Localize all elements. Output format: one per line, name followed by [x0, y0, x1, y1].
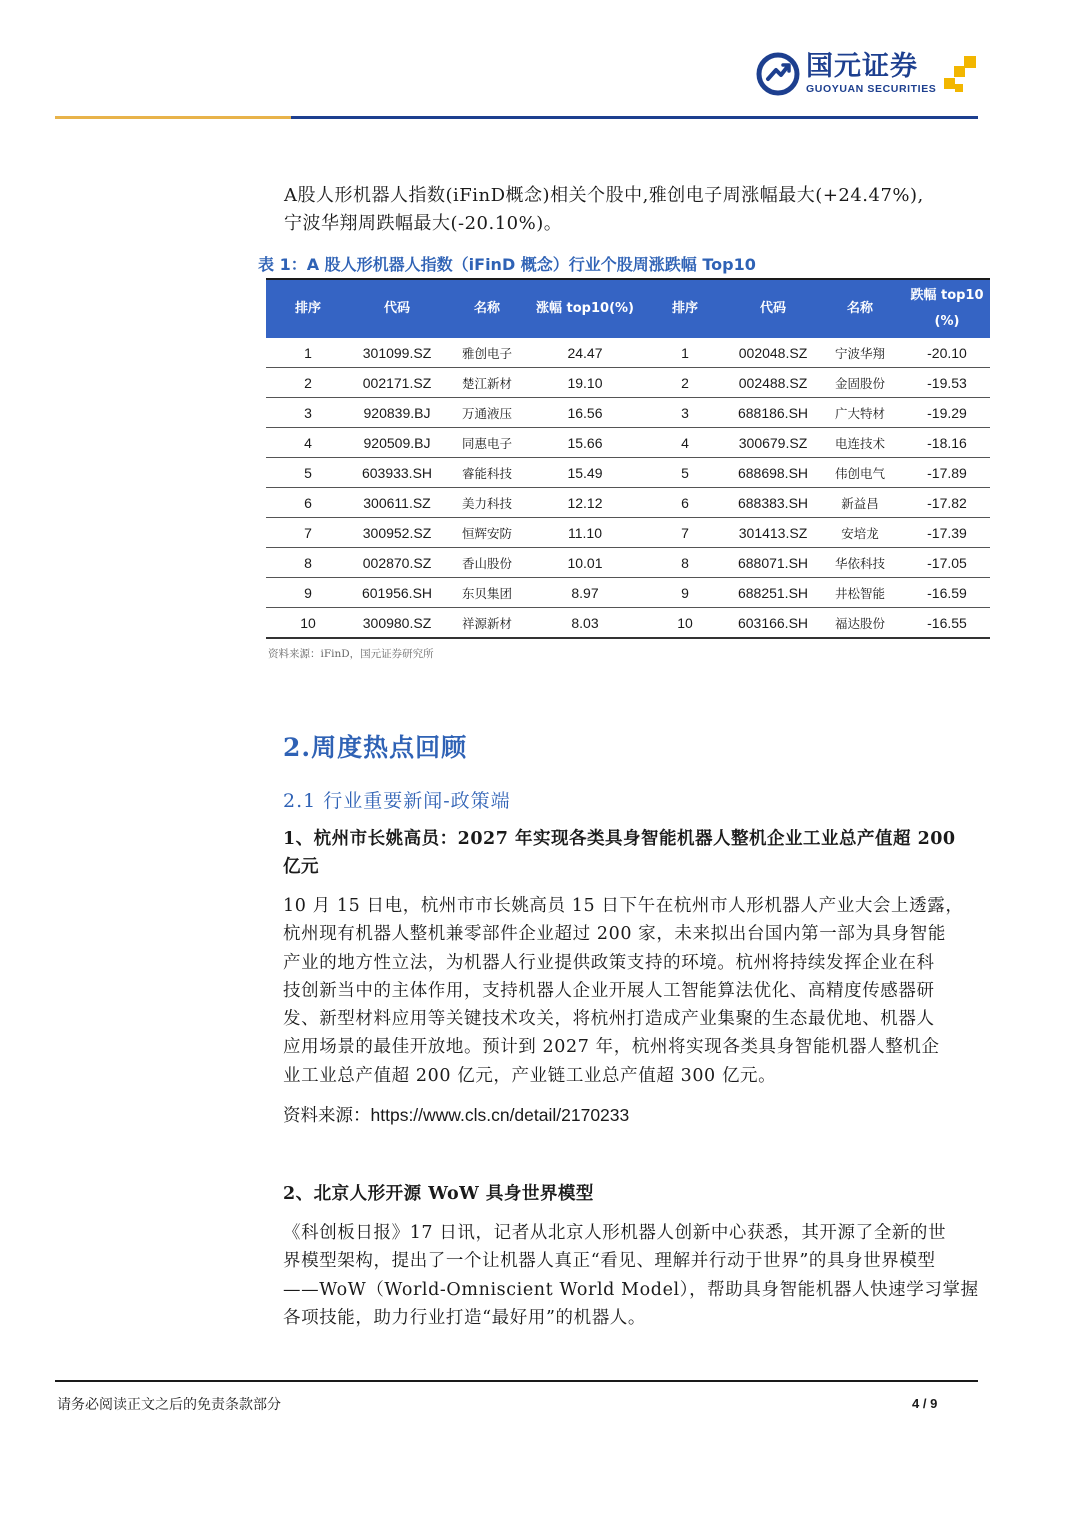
cell-rank-down: 10 [640, 608, 730, 639]
news-body-line: 杭州现有机器人整机兼零部件企业超过 200 家，未来拟出台国内第一部为具身智能 [283, 924, 946, 945]
page-number: 4 / 9 [912, 1396, 938, 1411]
cell-rank-up: 9 [266, 578, 350, 608]
cell-rank-down: 6 [640, 488, 730, 518]
news-body-line: 业工业总产值超 200 亿元，产业链工业总产值超 300 亿元。 [283, 1065, 777, 1086]
cell-code-up: 920839.BJ [350, 398, 444, 428]
table-row [266, 578, 990, 608]
table-row [266, 338, 990, 368]
news-body-line: ——WoW（World-Omniscient World Model），帮助具身智能机器人快速学习掌握 [283, 1279, 979, 1300]
header-code-up: 代码 [350, 279, 444, 338]
cell-pct-down: -18.16 [904, 428, 990, 458]
news-body-line: 界模型架构，提出了一个让机器人真正“看见、理解并行动于世界”的具身世界模型 [283, 1251, 936, 1272]
header-code-down: 代码 [730, 279, 816, 338]
cell-code-down: 688698.SH [730, 458, 816, 488]
cell-code-up: 300980.SZ [350, 608, 444, 639]
cell-name-down: 新益昌 [816, 488, 904, 518]
cell-rank-down: 3 [640, 398, 730, 428]
cell-name-up: 香山股份 [444, 548, 530, 578]
news-source-label: 资料来源： [283, 1106, 371, 1126]
news-body-line: 发、新型材料应用等关键技术攻关，将杭州打造成产业集聚的生态最优地、机器人 [283, 1009, 935, 1030]
cell-name-down: 福达股份 [816, 608, 904, 639]
section-title: 2.周度热点回顾 [283, 733, 468, 762]
cell-code-up: 002870.SZ [350, 548, 444, 578]
header-pct-down [904, 279, 990, 338]
cell-pct-down: -17.39 [904, 518, 990, 548]
intro-paragraph [284, 182, 984, 238]
cell-name-up: 祥源新材 [444, 608, 530, 639]
cell-pct-up: 15.49 [530, 458, 640, 488]
news-heading [283, 1180, 594, 1208]
cell-name-down: 金固股份 [816, 368, 904, 398]
news-heading [283, 825, 956, 881]
intro-line: A股人形机器人指数(iFinD概念)相关个股中,雅创电子周涨幅最大(+24.47%), [284, 185, 924, 206]
news-body-line: 技创新当中的主体作用，支持机器人企业开展人工智能算法优化、高精度传感器研 [283, 980, 935, 1001]
header-name-up: 名称 [444, 279, 530, 338]
cell-pct-up: 8.03 [530, 608, 640, 639]
table-caption: 表 1：A 股人形机器人指数（iFinD 概念）行业个股周涨跌幅 Top10 [258, 255, 756, 274]
cell-code-down: 603166.SH [730, 608, 816, 639]
cell-name-up: 睿能科技 [444, 458, 530, 488]
cell-name-up: 美力科技 [444, 488, 530, 518]
cell-rank-down: 9 [640, 578, 730, 608]
footer-disclaimer: 请务必阅读正文之后的免责条款部分 [57, 1397, 281, 1413]
news-source [283, 1102, 629, 1127]
cell-pct-up: 16.56 [530, 398, 640, 428]
cell-pct-down: -17.05 [904, 548, 990, 578]
cell-name-up: 楚江新材 [444, 368, 530, 398]
news-body-line: 各项技能，助力行业打造“最好用”的机器人。 [283, 1307, 646, 1328]
logo-squares-icon [944, 54, 978, 94]
cell-rank-down: 7 [640, 518, 730, 548]
company-logo [756, 52, 981, 98]
cell-rank-down: 5 [640, 458, 730, 488]
table-row [266, 368, 990, 398]
cell-pct-down: -20.10 [904, 338, 990, 368]
cell-rank-up: 4 [266, 428, 350, 458]
cell-rank-up: 10 [266, 608, 350, 639]
cell-code-up: 002171.SZ [350, 368, 444, 398]
cell-rank-up: 8 [266, 548, 350, 578]
cell-rank-up: 6 [266, 488, 350, 518]
cell-name-up: 雅创电子 [444, 338, 530, 368]
cell-name-up: 恒辉安防 [444, 518, 530, 548]
table-source: 资料来源：iFinD，国元证券研究所 [268, 648, 434, 660]
cell-code-down: 688251.SH [730, 578, 816, 608]
cell-pct-up: 19.10 [530, 368, 640, 398]
cell-name-down: 伟创电气 [816, 458, 904, 488]
cell-pct-down: -19.29 [904, 398, 990, 428]
news-body [283, 892, 963, 1090]
cell-code-up: 603933.SH [350, 458, 444, 488]
footer-rule [55, 1380, 978, 1382]
cell-name-down: 华依科技 [816, 548, 904, 578]
cell-name-down: 安培龙 [816, 518, 904, 548]
cell-pct-down: -17.82 [904, 488, 990, 518]
news-body-line: 产业的地方性立法，为机器人行业提供政策支持的环境。杭州将持续发挥企业在科 [283, 952, 935, 973]
cell-name-down: 电连技术 [816, 428, 904, 458]
intro-line: 宁波华翔周跌幅最大(-20.10%)。 [284, 213, 563, 234]
cell-rank-up: 5 [266, 458, 350, 488]
cell-name-up: 东贝集团 [444, 578, 530, 608]
cell-code-up: 920509.BJ [350, 428, 444, 458]
logo-text-cn: 国元证券 [806, 51, 918, 82]
news-body-line: 应用场景的最佳开放地。预计到 2027 年，杭州将实现各类具身智能机器人整机企 [283, 1037, 940, 1058]
header-rank-down: 排序 [640, 279, 730, 338]
news-body-line: 10 月 15 日电，杭州市市长姚高员 15 日下午在杭州市人形机器人产业大会上透露， [283, 896, 964, 916]
cell-pct-down: -19.53 [904, 368, 990, 398]
cell-code-down: 688383.SH [730, 488, 816, 518]
cell-name-up: 万通液压 [444, 398, 530, 428]
subsection-title: 2.1 行业重要新闻-政策端 [283, 790, 511, 812]
cell-pct-down: -16.55 [904, 608, 990, 639]
table-row [266, 458, 990, 488]
cell-pct-up: 8.97 [530, 578, 640, 608]
cell-pct-up: 15.66 [530, 428, 640, 458]
cell-code-down: 300679.SZ [730, 428, 816, 458]
cell-rank-up: 2 [266, 368, 350, 398]
cell-code-down: 002048.SZ [730, 338, 816, 368]
table-row [266, 428, 990, 458]
cell-code-up: 301099.SZ [350, 338, 444, 368]
cell-code-down: 301413.SZ [730, 518, 816, 548]
cell-code-down: 688186.SH [730, 398, 816, 428]
cell-code-up: 300611.SZ [350, 488, 444, 518]
news-body [283, 1219, 979, 1332]
table-body [266, 338, 990, 638]
news-heading-line: 1、杭州市长姚高员：2027 年实现各类具身智能机器人整机企业工业总产值超 200 [283, 829, 956, 849]
news-source-link[interactable]: https://www.cls.cn/detail/2170233 [370, 1105, 630, 1125]
table-row [266, 488, 990, 518]
cell-rank-down: 4 [640, 428, 730, 458]
cell-rank-down: 8 [640, 548, 730, 578]
cell-name-down: 广大特材 [816, 398, 904, 428]
table-header-row [266, 279, 990, 338]
cell-pct-up: 11.10 [530, 518, 640, 548]
news-body-line: 《科创板日报》17 日讯，记者从北京人形机器人创新中心获悉，其开源了全新的世 [283, 1223, 947, 1243]
header-name-down: 名称 [816, 279, 904, 338]
cell-name-down: 宁波华翔 [816, 338, 904, 368]
header-rule [291, 116, 978, 119]
table-row [266, 518, 990, 548]
header-pct-down-line1: 跌幅 top10 [910, 288, 984, 303]
table-row [266, 548, 990, 578]
stock-table [266, 278, 990, 639]
cell-rank-up: 3 [266, 398, 350, 428]
logo-emblem-icon [756, 52, 800, 96]
table-row [266, 608, 990, 639]
cell-pct-up: 12.12 [530, 488, 640, 518]
cell-pct-down: -17.89 [904, 458, 990, 488]
cell-rank-down: 1 [640, 338, 730, 368]
cell-pct-up: 10.01 [530, 548, 640, 578]
cell-code-up: 601956.SH [350, 578, 444, 608]
news-heading-line: 亿元 [283, 857, 319, 877]
cell-pct-down: -16.59 [904, 578, 990, 608]
header-pct-down-line2: (%) [934, 314, 960, 329]
cell-rank-down: 2 [640, 368, 730, 398]
header-rank-up: 排序 [266, 279, 350, 338]
cell-rank-up: 1 [266, 338, 350, 368]
cell-pct-up: 24.47 [530, 338, 640, 368]
cell-name-down: 井松智能 [816, 578, 904, 608]
cell-code-down: 688071.SH [730, 548, 816, 578]
logo-text-en: GUOYUAN SECURITIES [806, 83, 937, 95]
cell-code-up: 300952.SZ [350, 518, 444, 548]
cell-name-up: 同惠电子 [444, 428, 530, 458]
header-pct-up: 涨幅 top10(%) [530, 279, 640, 338]
header-rule-accent [55, 116, 291, 119]
cell-rank-up: 7 [266, 518, 350, 548]
news-heading-line: 2、北京人形开源 WoW 具身世界模型 [283, 1184, 594, 1204]
table-row [266, 398, 990, 428]
cell-code-down: 002488.SZ [730, 368, 816, 398]
